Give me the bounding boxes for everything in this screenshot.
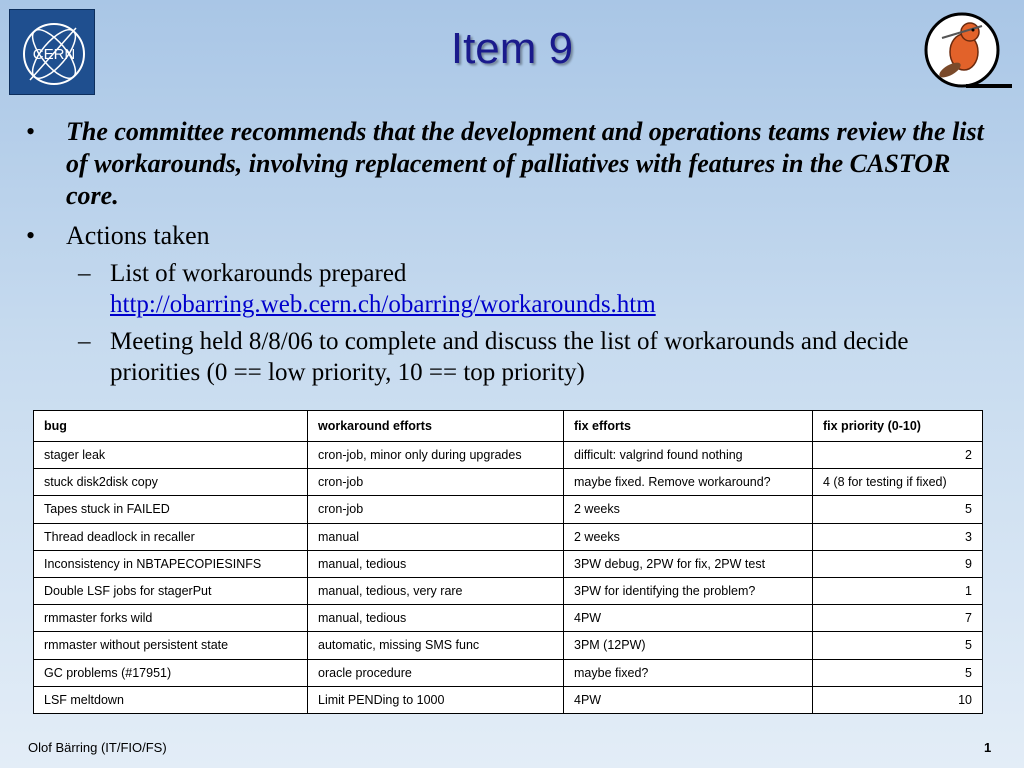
footer-page-number: 1: [984, 740, 992, 755]
table-row: [34, 632, 983, 659]
cell-priority: 4 (8 for testing if fixed): [813, 469, 983, 496]
workarounds-link[interactable]: http://obarring.web.cern.ch/obarring/workarounds.htm: [110, 291, 656, 318]
slide-title: Item 9: [450, 24, 574, 73]
cell-fix-efforts: difficult: valgrind found nothing: [564, 442, 813, 469]
table-header-row: [34, 411, 983, 442]
cell-priority: 5: [813, 632, 983, 659]
table-row: [34, 686, 983, 713]
table-row: [34, 605, 983, 632]
cell-bug: Double LSF jobs for stagerPut: [34, 577, 308, 604]
bullet-recommendation: [26, 116, 986, 212]
header-workaround-efforts: workaround efforts: [308, 411, 564, 442]
cell-priority: 5: [813, 659, 983, 686]
cell-fix-efforts: 4PW: [564, 605, 813, 632]
sub-bullet-marker: –: [78, 260, 91, 287]
cell-priority: 3: [813, 523, 983, 550]
cell-fix-efforts: 3PW debug, 2PW for fix, 2PW test: [564, 550, 813, 577]
table-row: [34, 523, 983, 550]
cell-fix-efforts: 2 weeks: [564, 496, 813, 523]
sub-bullet-meeting-text: Meeting held 8/8/06 to complete and discuss the list of workarounds and decide priorities (0 == low priority, 10 == top priority): [110, 328, 909, 386]
cell-bug: Tapes stuck in FAILED: [34, 496, 308, 523]
cell-workaround: cron-job, minor only during upgrades: [308, 442, 564, 469]
bullet-actions-text: Actions taken: [66, 221, 210, 250]
cell-workaround: manual, tedious: [308, 605, 564, 632]
cern-logo-text: CERN: [32, 46, 76, 63]
cell-workaround: cron-job: [308, 469, 564, 496]
workarounds-table: [33, 410, 983, 714]
cell-workaround: Limit PENDing to 1000: [308, 686, 564, 713]
cell-bug: Inconsistency in NBTAPECOPIESINFS: [34, 550, 308, 577]
cell-workaround: cron-job: [308, 496, 564, 523]
cell-priority: 9: [813, 550, 983, 577]
bullet-marker: •: [26, 221, 36, 250]
cell-bug: rmmaster forks wild: [34, 605, 308, 632]
cell-fix-efforts: 3PW for identifying the problem?: [564, 577, 813, 604]
cell-fix-efforts: 2 weeks: [564, 523, 813, 550]
table-row: [34, 442, 983, 469]
cell-fix-efforts: maybe fixed. Remove workaround?: [564, 469, 813, 496]
bullet-actions: [26, 220, 986, 252]
cell-priority: 2: [813, 442, 983, 469]
cell-workaround: automatic, missing SMS func: [308, 632, 564, 659]
table-row: [34, 577, 983, 604]
table-row: [34, 496, 983, 523]
cell-fix-efforts: 3PM (12PW): [564, 632, 813, 659]
header-fix-efforts: fix efforts: [564, 411, 813, 442]
cell-bug: Thread deadlock in recaller: [34, 523, 308, 550]
footer-author: Olof Bärring (IT/FIO/FS): [28, 740, 167, 755]
sub-bullet-workarounds-text: List of workarounds prepared: [110, 260, 407, 287]
cell-bug: rmmaster without persistent state: [34, 632, 308, 659]
cell-workaround: manual, tedious, very rare: [308, 577, 564, 604]
cell-bug: LSF meltdown: [34, 686, 308, 713]
cell-priority: 10: [813, 686, 983, 713]
cell-fix-efforts: maybe fixed?: [564, 659, 813, 686]
cell-priority: 7: [813, 605, 983, 632]
table-row: [34, 469, 983, 496]
cell-bug: GC problems (#17951): [34, 659, 308, 686]
header-fix-priority: fix priority (0-10): [813, 411, 983, 442]
sub-bullet-marker: –: [78, 328, 91, 355]
table-row: [34, 550, 983, 577]
cell-priority: 5: [813, 496, 983, 523]
sub-bullet-meeting: [78, 326, 990, 388]
header-bug: bug: [34, 411, 308, 442]
sub-bullet-workarounds: [78, 258, 990, 320]
cell-workaround: oracle procedure: [308, 659, 564, 686]
bullet-recommendation-text: The committee recommends that the development and operations teams review the list of workarounds, involving replacement of palliatives with features in the CASTOR core.: [66, 117, 984, 210]
cell-bug: stuck disk2disk copy: [34, 469, 308, 496]
cell-workaround: manual: [308, 523, 564, 550]
cell-bug: stager leak: [34, 442, 308, 469]
cell-priority: 1: [813, 577, 983, 604]
cell-workaround: manual, tedious: [308, 550, 564, 577]
bullet-marker: •: [26, 117, 36, 146]
cell-fix-efforts: 4PW: [564, 686, 813, 713]
table-row: [34, 659, 983, 686]
